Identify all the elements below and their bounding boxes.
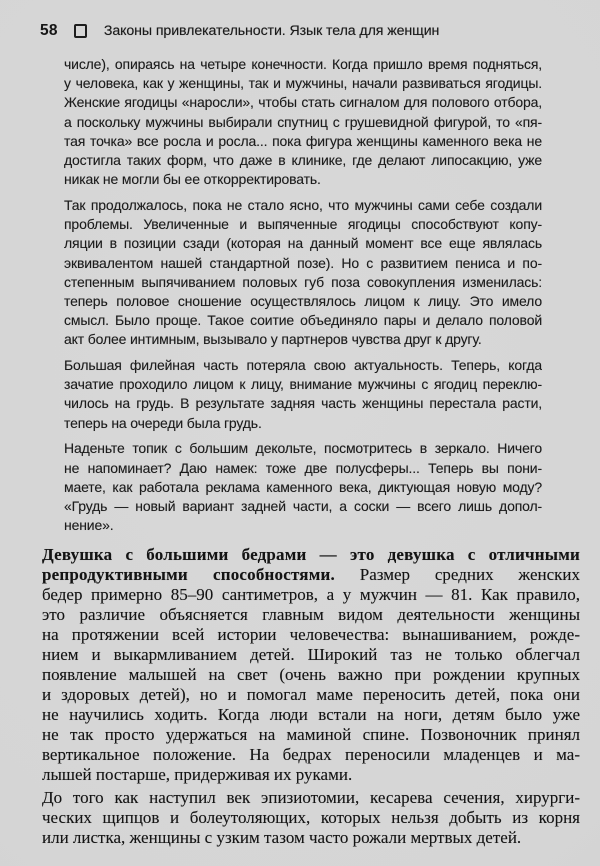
bold-lead-text: репродуктивными способностями. — [42, 565, 335, 584]
text-line: это различие объясняется главным видом деятельности женщины — [42, 605, 580, 624]
text-line: не так просто удержаться на маминой спине. Позвоночник принял — [42, 725, 580, 744]
text-line: на протяжении всей истории человечества: вынашиванием, рожде- — [42, 625, 580, 644]
text-line: не напоминает? Даю намек: тоже две полусферы... Теперь вы пони- — [64, 459, 542, 476]
paragraph-decollete-mirror — [64, 439, 542, 535]
text-line: Так продолжалось, пока не стало ясно, что мужчины сами себе создали — [64, 196, 542, 213]
page-header — [40, 22, 570, 40]
text-line: числе), опираясь на четыре конечности. Когда пришло время подняться, — [64, 56, 542, 72]
text-line: тая точка» все росла и росла... пока фигура женщины каменного века не — [64, 132, 542, 149]
text-line: появление малышей на свет (очень важно при рождении крупных — [42, 665, 580, 684]
page-number: 58 — [40, 22, 58, 39]
text-line: эквивалентом нашей стандартной позе). Но с развитием пениса и по- — [64, 254, 542, 271]
text-line: Наденьте топик с большим декольте, посмотритесь в зеркало. Ничего — [64, 440, 542, 457]
bold-lead-text: Девушка с большими бедрами — это девушка с отличными — [42, 545, 580, 564]
text-line: никак не могли бы ее откорректировать. — [64, 171, 321, 188]
text-line: достигла таких форм, что даже в клинике, где делают липосакцию, уже — [64, 152, 542, 169]
paragraph-wide-hips-lead — [42, 545, 580, 785]
text-line: нием и выкармливанием детей. Широкий таз не только облегчал — [42, 645, 580, 664]
text-line: проблемы. Увеличенные и выпяченные ягодицы способствуют копу- — [64, 216, 542, 233]
body-text-serif-section — [42, 545, 580, 851]
text-line: бедер примерно 85–90 сантиметров, а у мужчин — 81. Как правило, — [42, 585, 580, 604]
text-line: Женские ягодицы «наросли», чтобы стать сигналом для полового отбора, — [64, 94, 542, 111]
text-line: теперь на очереди была грудь. — [64, 414, 262, 431]
text-line: акт более интимным, вызывало у партнеров чувства друг к другу. — [64, 331, 482, 348]
text-line: вертикальное положение. На бедрах переносили младенцев и ма- — [42, 745, 580, 764]
text-line: смысл. Было проще. Такое соитие объединяло пары и делало половой — [64, 312, 542, 329]
text-line: ческих щипцов и болеутоляющих, которых нельзя добыть из корня — [42, 808, 580, 827]
text-line: теперь половое сношение осуществлялось лицом к лицу. Это имело — [64, 292, 542, 309]
text-line: степенным выпячиванием половых губ поза совокупления изменилась: — [64, 273, 542, 290]
text-line: До того как наступил век эпизиотомии, кесарева сечения, хирурги- — [42, 788, 580, 807]
open-square-icon — [74, 24, 87, 38]
text-line: у человека, как у женщины, так и мужчины, начали развиваться ягодицы. — [64, 75, 542, 92]
text-line: или листка, женщины с узким тазом часто рожали мертвых детей. — [42, 828, 522, 847]
text-line: маете, как работала реклама каменного века, диктующая новую моду? — [64, 478, 542, 495]
running-title: Законы привлекательности. Язык тела для женщин — [103, 23, 440, 39]
text-line: нение». — [64, 517, 114, 534]
paragraph-attention-shift — [64, 356, 542, 433]
text-line — [42, 545, 580, 565]
paragraph-buttocks-growth — [64, 55, 542, 189]
text-line: лышей постарше, придерживая их руками. — [42, 765, 353, 784]
body-text-sans-section — [64, 55, 542, 542]
text-line: чилось на грудь. В результате задняя часть женщины перестала расти, — [64, 395, 542, 412]
text-line: репродуктивными способностями. Размер средних женских — [42, 565, 580, 584]
text-line: ляции в позиции сзади (которая на данный момент все еще являлась — [64, 235, 542, 252]
text-line: зачатие проходило лицом к лицу, внимание мужчины с ягодиц переклю- — [64, 376, 542, 393]
text-line: не научились ходить. Когда люди встали на ноги, детям было уже — [42, 705, 580, 724]
text-line: «Грудь — новый вариант задней части, а соски — всего лишь допол- — [64, 497, 542, 514]
paragraph-episiotomy — [42, 788, 580, 848]
text-line: а поскольку мужчины выбирали спутниц с грушевидной фигурой, то «пя- — [64, 113, 542, 130]
paragraph-copulation-position — [64, 196, 542, 350]
text-line: и здоровых детей), но и помогал маме переносить детей, пока они — [42, 685, 580, 704]
text-line: Большая филейная часть потеряла свою актуальность. Теперь, когда — [64, 357, 542, 374]
